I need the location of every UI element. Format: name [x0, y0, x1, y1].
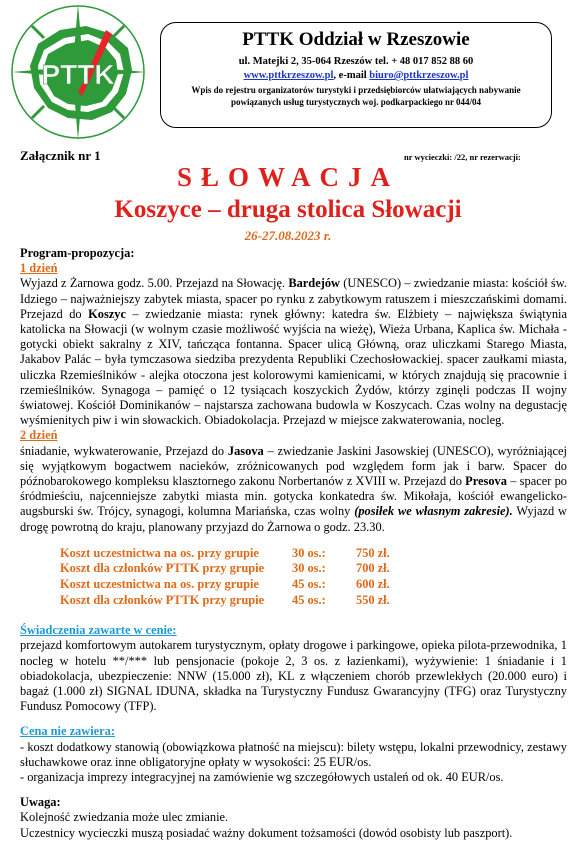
registry-note: Wpis do rejestru organizatorów turystyki i przedsiębiorców ułatwiających nabywanie powiązanych usług turystycznych woj. podkarpackiego nr 044/04 — [191, 85, 521, 107]
day2-place-presov: Presova — [465, 474, 507, 489]
price-row — [60, 593, 390, 609]
excluded-item-2: - organizacja imprezy integracyjnej na zamówienie wg szczegółowych ustaleń od ok. 40 EUR/os. — [20, 770, 504, 785]
org-name: PTTK Oddział w Rzeszowie — [242, 29, 470, 50]
price-group-size: 30 os.: — [292, 561, 326, 576]
trip-dates: 26-27.08.2023 r. — [244, 228, 332, 243]
day2-text-1: śniadanie, wykwaterowanie, Przejazd do — [20, 443, 228, 458]
day1-description — [20, 276, 567, 428]
day1-text-3: – zwiedzanie miasta: rynek główny: katedra św. Elżbiety – największa świątynia katolicka na Słowacji (w wolnym czasie możliwość wyjścia na wieżę), Wieża Urbana, Kaplica św. Michała - gotycki obiekt sakralny z XIV, tańcząca fontanna. Spacer ulicą Główną, oraz uliczkami Starego Miasta, Jakabov Palác – była tymczasowa siedziba prezydenta Republiki Czechosłowackiej. spacer zaułkami miasta, uliczka Rzemieślników - alejka otoczona jest kolorowymi kamienicami, w których znajdują się pracownie i rzemieślników. Synagoga – pamięć o 12 tysiącach koszyckich Żydów, którzy zginęli podczas II wojny światowej. Kościół Dominikanów – najstarsza zachowana budowla w Koszycach. Czas wolny na degustację wyśmienitych piw i win słowackich. Obiadokolacja. Przejazd w miejsce zakwaterowania, nocleg. — [20, 306, 567, 428]
annex-label: Załącznik nr 1 — [20, 148, 101, 163]
price-label: Koszt dla członków PTTK przy grupie — [60, 561, 265, 576]
country-title: SŁOWACJA — [176, 162, 400, 192]
included-text: przejazd komfortowym autokarem turystycznym, opłaty drogowe i parkingowe, opieka pilota-przewodnika, 1 nocleg w hotelu **/*** lub pensjonacie (pokoje 2, 3 os. z łazienkami), wyżywienie: 1 śniadanie i 1 obiadokolacja, ubezpieczenie: NNW (15.000 zł), KL z włączeniem chorób przewlekłych (20.000 euro) i bagaż (1.000 zł) SIGNAL IDUNA, składka na Turystyczny Fundusz Gwarancyjny (TFG) oraz Turystyczny Fundusz Pomocowy (TFP). — [20, 638, 567, 714]
day2-heading: 2 dzień — [20, 428, 58, 443]
price-row — [60, 546, 390, 562]
day1-heading: 1 dzień — [20, 261, 58, 276]
program-heading: Program-propozycja: — [20, 246, 135, 260]
price-group-size: 45 os.: — [292, 577, 326, 592]
notes-line-2: Uczestnicy wycieczki muszą posiadać ważny dokument tożsamości (dowód osobisty lub paszport). — [20, 825, 513, 840]
logo-text: PTTK — [41, 59, 115, 90]
price-row — [60, 561, 390, 577]
price-row — [60, 577, 390, 593]
notes-heading: Uwaga: — [20, 795, 61, 810]
price-value: 700 zł. — [356, 561, 390, 576]
price-group-size: 30 os.: — [292, 545, 326, 560]
excluded-heading: Cena nie zawiera: — [20, 724, 115, 739]
day2-own-meal-note: (posiłek we własnym zakresie). — [354, 504, 513, 519]
day2-text-3: – spacer po śródmieściu, najcenniejsze zabytki miasta min. gotycka konkatedra św. Mikołaja, kościół ewangelicko-augsburski św. Trójcy, synagogi, kolumna Mariańska, czas wolny — [20, 474, 567, 519]
price-label: Koszt uczestnictwa na os. przy grupie — [60, 577, 259, 592]
price-group-size: 45 os.: — [292, 592, 326, 607]
day2-place-jasov: Jasova — [227, 443, 264, 458]
price-value: 600 zł. — [356, 577, 390, 592]
pttk-compass-logo-icon — [8, 4, 150, 142]
document-body — [20, 246, 567, 841]
org-address: ul. Matejki 2, 35-064 Rzeszów tel. + 48 017 852 88 60 — [238, 56, 474, 67]
email-label: , e-mail — [333, 70, 370, 81]
day1-place-bardejow: Bardejów — [288, 276, 340, 291]
pttk-logo — [8, 4, 150, 142]
notes-line-1: Kolejność zwiedzania może ulec zmianie. — [20, 810, 229, 825]
trip-number: nr wycieczki: /22, nr rezerwacji: — [404, 152, 521, 162]
org-header-box — [160, 22, 552, 128]
day1-text-2: (UNESCO) – zwiedzanie miasta: kościół św. Idziego – najważniejszy zabytek miasta, spacer po rynku z zabytkowym ratuszem i mieszczańskimi domami. Przejazd do — [20, 276, 567, 321]
trip-subtitle: Koszyce – druga stolica Słowacji — [114, 196, 462, 223]
price-value: 550 zł. — [356, 592, 390, 607]
price-table — [60, 546, 390, 608]
day2-text-4: Wyjazd w drogę powrotną do kraju, planowany przyjazd do Żarnowa o godz. 23.30. — [20, 504, 567, 534]
price-value: 750 zł. — [356, 545, 390, 560]
day2-text-2: – zwiedzanie Jaskini Jasowskiej (UNESCO), wyróżniającej się wyjątkowym bogactwem nacieków, zróżnicowanych pod względem form jak i barw. Spacer do późnobarokowego kompleksu klasztornego zakonu Norbertanów z XVIII w. Przejazd do — [20, 443, 567, 489]
included-heading: Świadczenia zawarte w cenie: — [20, 623, 177, 638]
excluded-item-1: - koszt dodatkowy stanowią (obowiązkowa płatność na miejscu): bilety wstępu, lokalni przewodnicy, zestawy słuchawkowe oraz inne obligatoryjne opłaty w wysokości: 25 EUR/os. — [20, 739, 567, 769]
day2-description — [20, 444, 567, 535]
org-contact-line — [161, 69, 551, 83]
price-label: Koszt dla członków PTTK przy grupie — [60, 592, 265, 607]
price-label: Koszt uczestnictwa na os. przy grupie — [60, 545, 259, 560]
day1-place-koszyce: Koszyc — [88, 306, 126, 321]
website-link[interactable]: www.pttkrzeszow.pl — [243, 70, 334, 81]
day1-text-1: Wyjazd z Żarnowa godz. 5.00. Przejazd na Słowację. — [20, 276, 289, 291]
email-link[interactable]: biuro@pttkrzeszow.pl — [369, 70, 469, 81]
